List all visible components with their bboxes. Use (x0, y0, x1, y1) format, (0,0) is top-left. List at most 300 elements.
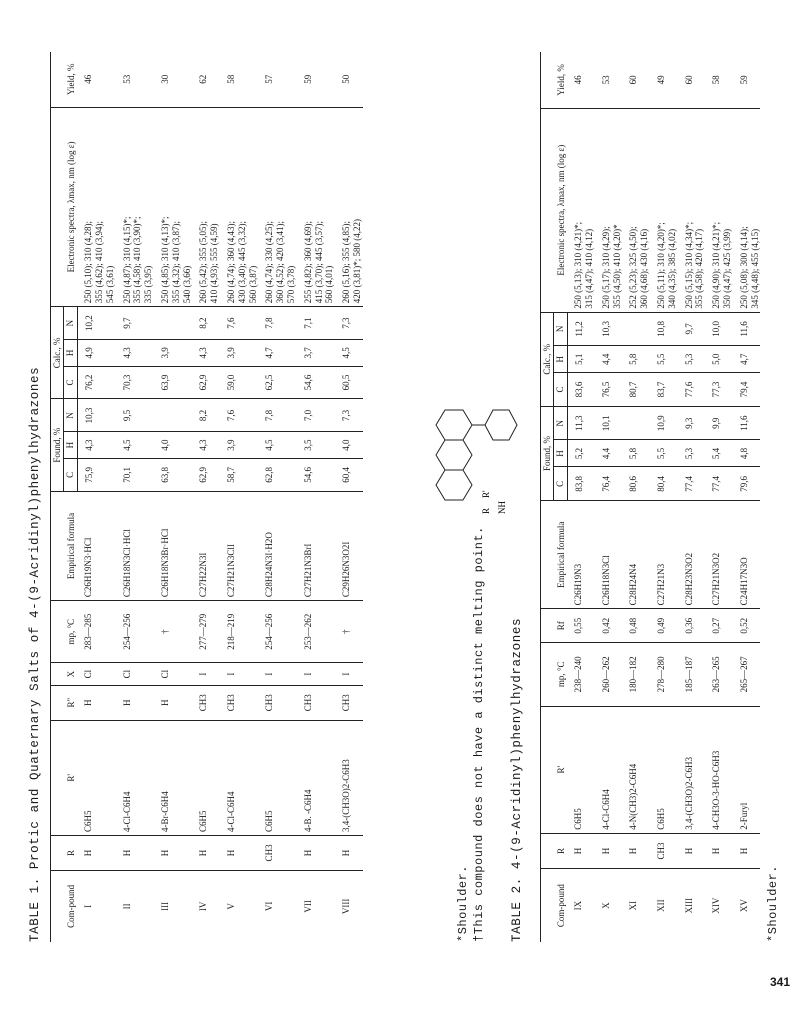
analysis-fN: 7,6 (220, 399, 258, 432)
spectra-line: 250 (5,17); 310 (4,29); (600, 226, 611, 309)
spectra-line: 355 (4,58); 420 (4,17) (694, 228, 705, 309)
analysis-cN: 10,2 (77, 307, 115, 340)
analysis-cN: 7,8 (258, 307, 296, 340)
r-cell: H (595, 833, 623, 869)
mp-cell: 218—219 (220, 601, 258, 663)
mp-cell: 254—256 (116, 601, 154, 663)
analysis-fN: 9,5 (116, 399, 154, 432)
page-number: 341 (770, 975, 791, 989)
compound-id: V (225, 903, 236, 910)
spectra-cell (297, 107, 335, 307)
spectra-cell (595, 108, 623, 312)
r-cell: H (567, 833, 595, 869)
t2-col-found-n: N (554, 406, 567, 440)
r-cell: H (297, 836, 335, 871)
analysis-cN: 7,3 (335, 307, 363, 340)
analysis-cH: 4,3 (192, 340, 220, 366)
mp-cell: † (154, 601, 192, 663)
analysis-fC: 60,4 (335, 458, 363, 491)
spectra-line: 260 (5,42); 355 (5,05); (198, 220, 209, 304)
analysis-fH: 4,0 (335, 432, 363, 458)
yield-cell: 59 (733, 52, 761, 108)
analysis-fH: 4,5 (258, 432, 296, 458)
formula-cell: C29H26N3O2I (335, 491, 363, 600)
table-row (116, 52, 154, 942)
analysis-fN: 10,3 (77, 399, 115, 432)
formula-cell: C26H19N3·HCl (77, 491, 115, 600)
analysis-cC: 62,5 (258, 366, 296, 399)
x-cell: I (335, 663, 363, 685)
spectra-line: 250 (4,90); 310 (4,21)*; (711, 221, 722, 309)
x-cell: Cl (116, 663, 154, 685)
formula-cell: C26H18N3Cl (595, 501, 623, 609)
analysis-cN: 8,2 (192, 307, 220, 340)
r1-cell: 4-CH3O-3-HO-C6H3 (705, 706, 733, 833)
analysis-cH: 4,7 (258, 340, 296, 366)
analysis-cH: 5,8 (622, 346, 650, 373)
analysis-fH: 5,8 (622, 440, 650, 467)
analysis-fH: 4,5 (116, 432, 154, 458)
t1-col-formula: Empirical formula (51, 491, 78, 600)
spectra-cell (733, 108, 761, 312)
t1-col-spectra: Electronic spectra, λmax, nm (log ε) (51, 107, 78, 307)
yield-cell: 60 (622, 52, 650, 108)
mp-cell: 185—187 (678, 643, 706, 707)
rf-cell: 0,52 (733, 609, 761, 643)
yield-cell: 46 (77, 52, 115, 107)
r2-cell: CH3 (297, 685, 335, 720)
x-cell: I (220, 663, 258, 685)
analysis-cC: 76,2 (77, 366, 115, 399)
spectra-line: 415 (3,70); 445 (3,57); (313, 220, 324, 304)
spectra-cell (622, 108, 650, 312)
r1-cell: 4-N(CH3)2-C6H4 (622, 706, 650, 833)
yield-cell: 53 (116, 52, 154, 107)
analysis-cH: 3,9 (220, 340, 258, 366)
rf-cell: 0,49 (650, 609, 678, 643)
analysis-cC: 60,5 (335, 366, 363, 399)
t2-col-yield: Yield, % (541, 52, 568, 108)
analysis-cN: 11,6 (733, 312, 761, 346)
spectra-cell (116, 107, 154, 307)
t1-col-found-n: N (64, 399, 77, 432)
spectra-line: 252 (5,23); 325 (4,50); (628, 226, 639, 309)
r1-cell: 2-Furyl (733, 706, 761, 833)
r-cell: H (622, 833, 650, 869)
analysis-cC: 80,7 (622, 373, 650, 407)
r2-cell: H (77, 685, 115, 720)
r1-cell: 4-Br-C6H4 (154, 720, 192, 835)
yield-cell: 53 (595, 52, 623, 108)
r1-cell: 4-Cl-C6H4 (595, 706, 623, 833)
r1-cell: C6H5 (77, 720, 115, 835)
formula-cell: C26H18N3Cl·HCl (116, 491, 154, 600)
table-row (154, 52, 192, 942)
x-cell: Cl (154, 663, 192, 685)
x-cell: I (258, 663, 296, 685)
r2-cell: CH3 (258, 685, 296, 720)
structure-label-r: R (481, 507, 491, 514)
t1-col-r2: R" (51, 685, 78, 720)
table-row (297, 52, 335, 942)
analysis-fH: 3,9 (220, 432, 258, 458)
analysis-cN: 10,0 (705, 312, 733, 346)
table1-body (77, 52, 363, 942)
analysis-fN: 7,0 (297, 399, 335, 432)
table2-caption: TABLE 2. 4-(9-Acridinyl)phenylhydrazones (510, 617, 524, 942)
analysis-fN: 7,8 (258, 399, 296, 432)
t2-col-found-h: H (554, 440, 567, 467)
analysis-fH: 4,3 (77, 432, 115, 458)
mp-cell: 180—182 (622, 643, 650, 707)
analysis-fC: 77,4 (678, 467, 706, 501)
formula-cell: C27H21N3O2 (705, 501, 733, 609)
analysis-fH: 5,3 (678, 440, 706, 467)
structure-label-nh: NH (497, 501, 507, 514)
x-cell: I (192, 663, 220, 685)
acridinyl-structure-diagram (385, 340, 525, 520)
analysis-fN: 9,9 (705, 406, 733, 440)
table-row (258, 52, 296, 942)
compound-id: VIII (341, 898, 352, 915)
analysis-cH: 4,9 (77, 340, 115, 366)
t2-col-calc: Calc., % (541, 312, 554, 406)
t2-col-r1: R' (541, 706, 568, 833)
table1 (50, 52, 363, 942)
r2-cell: CH3 (192, 685, 220, 720)
analysis-fC: 83,8 (567, 467, 595, 501)
t1-col-calc: Calc., % (51, 307, 64, 399)
compound-id: I (83, 904, 94, 908)
compound-id: II (121, 903, 132, 910)
analysis-cN: 9,7 (116, 307, 154, 340)
analysis-cC: 63,9 (154, 366, 192, 399)
table2-body (567, 52, 760, 942)
spectra-line: 560 (4,01) (324, 265, 335, 304)
formula-cell: C26H19N3 (567, 501, 595, 609)
rotated-page (20, 50, 780, 960)
spectra-cell (77, 107, 115, 307)
r-cell: H (678, 833, 706, 869)
r1-cell: C6H5 (192, 720, 220, 835)
analysis-fN: 11,3 (567, 406, 595, 440)
analysis-fN (622, 406, 650, 440)
table-row (622, 52, 650, 942)
analysis-cN: 7,1 (297, 307, 335, 340)
r-cell: H (192, 836, 220, 871)
formula-cell: C27H21N3BrI (297, 491, 335, 600)
analysis-cC: 77,6 (678, 373, 706, 407)
spectra-line: 545 (3,61) (104, 265, 115, 304)
analysis-fN: 10,9 (650, 406, 678, 440)
t2-col-compound: Com-pound (541, 869, 568, 942)
t1-col-yield: Yield, % (51, 52, 78, 107)
spectra-cell (567, 108, 595, 312)
r-cell: H (220, 836, 258, 871)
spectra-line: 410 (4,93); 555 (4,59) (209, 223, 220, 304)
analysis-fC: 75,9 (77, 458, 115, 491)
t2-col-found-c: C (554, 467, 567, 501)
r1-cell: 4-B. -C6H4 (297, 720, 335, 835)
mp-cell: 283—285 (77, 601, 115, 663)
analysis-cH: 4,3 (116, 340, 154, 366)
analysis-cC: 77,3 (705, 373, 733, 407)
r1-cell: C6H5 (567, 706, 595, 833)
t2-col-spectra: Electronic spectra, λmax, nm (log ε) (541, 108, 568, 312)
mp-cell: 278—280 (650, 643, 678, 707)
analysis-cH: 5,5 (650, 346, 678, 373)
spectra-line: 355 (4,50); 410 (4,20)* (611, 224, 622, 309)
analysis-fC: 79,6 (733, 467, 761, 501)
t2-col-formula: Empirical formula (541, 501, 568, 609)
r2-cell: CH3 (220, 685, 258, 720)
spectra-cell (678, 108, 706, 312)
x-cell: Cl (77, 663, 115, 685)
t1-col-calc-h: H (64, 340, 77, 366)
mp-cell: 277—279 (192, 601, 220, 663)
table-row (733, 52, 761, 942)
r1-cell: C6H5 (258, 720, 296, 835)
t2-col-calc-c: C (554, 373, 567, 407)
spectra-cell (192, 107, 220, 307)
mp-cell: 263—265 (705, 643, 733, 707)
mp-cell: 260—262 (595, 643, 623, 707)
r2-cell: H (116, 685, 154, 720)
compound-id: X (600, 902, 611, 909)
r-cell: CH3 (650, 833, 678, 869)
analysis-cC: 59,0 (220, 366, 258, 399)
analysis-cC: 83,6 (567, 373, 595, 407)
r1-cell: C6H5 (650, 706, 678, 833)
analysis-cC: 76,5 (595, 373, 623, 407)
rf-cell: 0,27 (705, 609, 733, 643)
spectra-cell (154, 107, 192, 307)
analysis-fC: 62,9 (192, 458, 220, 491)
t1-col-mp: mp, °C (51, 601, 78, 663)
formula-cell: C28H23N3O2 (678, 501, 706, 609)
compound-id: XIV (711, 897, 722, 914)
r-cell: H (335, 836, 363, 871)
analysis-cN: 9,7 (678, 312, 706, 346)
mp-cell: 254—256 (258, 601, 296, 663)
analysis-fH: 4,0 (154, 432, 192, 458)
r1-cell: 3,4-(CH3O)2-C6H3 (335, 720, 363, 835)
analysis-fH: 4,4 (595, 440, 623, 467)
analysis-cH: 3,7 (297, 340, 335, 366)
spectra-line: 345 (4,48); 455 (4,15) (749, 228, 760, 309)
analysis-fC: 80,4 (650, 467, 678, 501)
spectra-line: 355 (4,32); 410 (3,87); (170, 220, 181, 304)
spectra-line: 250 (5,08); 300 (4,14); (738, 226, 749, 309)
analysis-cC: 70,3 (116, 366, 154, 399)
table-row (220, 52, 258, 942)
analysis-fN: 10,1 (595, 406, 623, 440)
r1-cell: 4-Cl-C6H4 (116, 720, 154, 835)
analysis-fN (154, 399, 192, 432)
analysis-fC: 80,6 (622, 467, 650, 501)
analysis-fN: 7,3 (335, 399, 363, 432)
spectra-cell (705, 108, 733, 312)
r-cell: H (154, 836, 192, 871)
mp-cell: 265—267 (733, 643, 761, 707)
spectra-line: 540 (3,66) (181, 265, 192, 304)
t1-col-found-c: C (64, 458, 77, 491)
table-row (678, 52, 706, 942)
yield-cell: 58 (220, 52, 258, 107)
t1-col-x: X (51, 663, 78, 685)
spectra-line: 355 (4,58); 410 (3,90)*; (132, 216, 143, 304)
compound-id: III (159, 901, 170, 911)
analysis-fC: 62,8 (258, 458, 296, 491)
r-cell: H (705, 833, 733, 869)
formula-cell: C28H24N4 (622, 501, 650, 609)
spectra-line: 250 (5,10); 310 (4,28); (83, 220, 94, 304)
analysis-fC: 77,4 (705, 467, 733, 501)
t2-footnote-1: *Shoulder. (766, 864, 780, 942)
t2-col-r: R (541, 833, 568, 869)
analysis-cN: 11,2 (567, 312, 595, 346)
table-row (192, 52, 220, 942)
analysis-fN: 8,2 (192, 399, 220, 432)
t2-col-found: Found, % (541, 406, 554, 500)
r-cell: H (77, 836, 115, 871)
compound-id: XII (655, 899, 666, 912)
analysis-fC: 58,7 (220, 458, 258, 491)
t1-footnote-2: †This compound does not have a distinct melting point. (472, 526, 486, 942)
compound-id: XV (738, 899, 749, 913)
yield-cell: 46 (567, 52, 595, 108)
yield-cell: 57 (258, 52, 296, 107)
analysis-cH: 5,3 (678, 346, 706, 373)
spectra-line: 260 (4,74); 360 (4,43); (225, 220, 236, 304)
yield-cell: 30 (154, 52, 192, 107)
spectra-line: 560 (3,87) (247, 265, 258, 304)
analysis-cN: 10,8 (650, 312, 678, 346)
t1-col-found: Found, % (51, 399, 64, 491)
analysis-cH: 3,9 (154, 340, 192, 366)
rf-cell: 0,55 (567, 609, 595, 643)
spectra-line: 570 (3,78) (285, 265, 296, 304)
r-cell: H (733, 833, 761, 869)
spectra-line: 350 (4,47); 425 (3,99) (721, 228, 732, 309)
t2-col-calc-n: N (554, 312, 567, 346)
compound-id: VI (264, 901, 275, 912)
yield-cell: 62 (192, 52, 220, 107)
table-row (705, 52, 733, 942)
analysis-fH: 4,3 (192, 432, 220, 458)
spectra-line: 360 (4,68); 430 (4,16) (639, 228, 650, 309)
structure-label-r1: R' (481, 490, 491, 498)
formula-cell: C26H18N3Br·HCl (154, 491, 192, 600)
spectra-line: 360 (4,52); 420 (3,41); (275, 220, 286, 304)
formula-cell: C27H21N3 (650, 501, 678, 609)
spectra-line: 420 (3,81)*; 580 (4,22) (351, 218, 362, 304)
table-row (650, 52, 678, 942)
analysis-cC: 79,4 (733, 373, 761, 407)
analysis-fC: 76,4 (595, 467, 623, 501)
analysis-fH: 5,5 (650, 440, 678, 467)
t2-col-rf: Rf (541, 609, 568, 643)
analysis-fN: 9,3 (678, 406, 706, 440)
analysis-fC: 63,8 (154, 458, 192, 491)
yield-cell: 49 (650, 52, 678, 108)
spectra-line: 250 (4,85); 310 (4,13)*; (159, 216, 170, 304)
spectra-line: 260 (5,16); 355 (4,85); (341, 220, 352, 304)
r1-cell: 3,4-(CH3O)2-C6H3 (678, 706, 706, 833)
analysis-fH: 5,4 (705, 440, 733, 467)
analysis-fH: 4,8 (733, 440, 761, 467)
table2 (540, 52, 760, 942)
analysis-cH: 5,0 (705, 346, 733, 373)
analysis-cH: 5,1 (567, 346, 595, 373)
r-cell: CH3 (258, 836, 296, 871)
t2-col-calc-h: H (554, 346, 567, 373)
analysis-cH: 4,4 (595, 346, 623, 373)
analysis-fN: 11,6 (733, 406, 761, 440)
compound-id: XIII (683, 897, 694, 914)
spectra-line: 315 (4,47); 410 (4,12) (583, 228, 594, 309)
t1-col-r1: R' (51, 720, 78, 835)
rf-cell: 0,36 (678, 609, 706, 643)
table-row (595, 52, 623, 942)
t1-col-calc-n: N (64, 307, 77, 340)
t1-col-found-h: H (64, 432, 77, 458)
mp-cell: † (335, 601, 363, 663)
mp-cell: 238—240 (567, 643, 595, 707)
spectra-line: 335 (3,95) (143, 265, 154, 304)
table1-caption: TABLE 1. Protic and Quaternary Salts of 4-(9-Acridinyl)phenylhydrazones (28, 366, 42, 942)
mp-cell: 253—262 (297, 601, 335, 663)
analysis-cC: 62,9 (192, 366, 220, 399)
formula-cell: C27H21N3ClI (220, 491, 258, 600)
analysis-cH: 4,5 (335, 340, 363, 366)
spectra-cell (258, 107, 296, 307)
analysis-cH: 4,7 (733, 346, 761, 373)
yield-cell: 60 (678, 52, 706, 108)
t1-col-r: R (51, 836, 78, 871)
analysis-cN: 7,6 (220, 307, 258, 340)
yield-cell: 59 (297, 52, 335, 107)
spectra-cell (335, 107, 363, 307)
rf-cell: 0,42 (595, 609, 623, 643)
analysis-cC: 83,7 (650, 373, 678, 407)
spectra-line: 255 (4,82); 360 (4,69); (302, 220, 313, 304)
spectra-cell (650, 108, 678, 312)
x-cell: I (297, 663, 335, 685)
analysis-fC: 54,6 (297, 458, 335, 491)
analysis-cC: 54,6 (297, 366, 335, 399)
formula-cell: C28H24N3I·H2O (258, 491, 296, 600)
t2-col-mp: mp, °C (541, 643, 568, 707)
formula-cell: C24H17N3O (733, 501, 761, 609)
t1-col-calc-c: C (64, 366, 77, 399)
formula-cell: C27H22N3I (192, 491, 220, 600)
spectra-line: 250 (5,13); 310 (4,21)*; (573, 221, 584, 309)
spectra-cell (220, 107, 258, 307)
r1-cell: 4-Cl-C6H4 (220, 720, 258, 835)
compound-id: XI (628, 900, 639, 911)
rf-cell: 0,48 (622, 609, 650, 643)
spectra-line: 260 (4,74); 330 (4,25); (264, 220, 275, 304)
analysis-fH: 3,5 (297, 432, 335, 458)
analysis-fH: 5,2 (567, 440, 595, 467)
t1-col-compound: Com-pound (51, 870, 78, 942)
spectra-line: 355 (4,62); 410 (3,94); (93, 220, 104, 304)
compound-id: IV (198, 901, 209, 912)
analysis-cN (154, 307, 192, 340)
r2-cell: CH3 (335, 685, 363, 720)
spectra-line: 250 (5,15); 310 (4,34)*; (683, 221, 694, 309)
